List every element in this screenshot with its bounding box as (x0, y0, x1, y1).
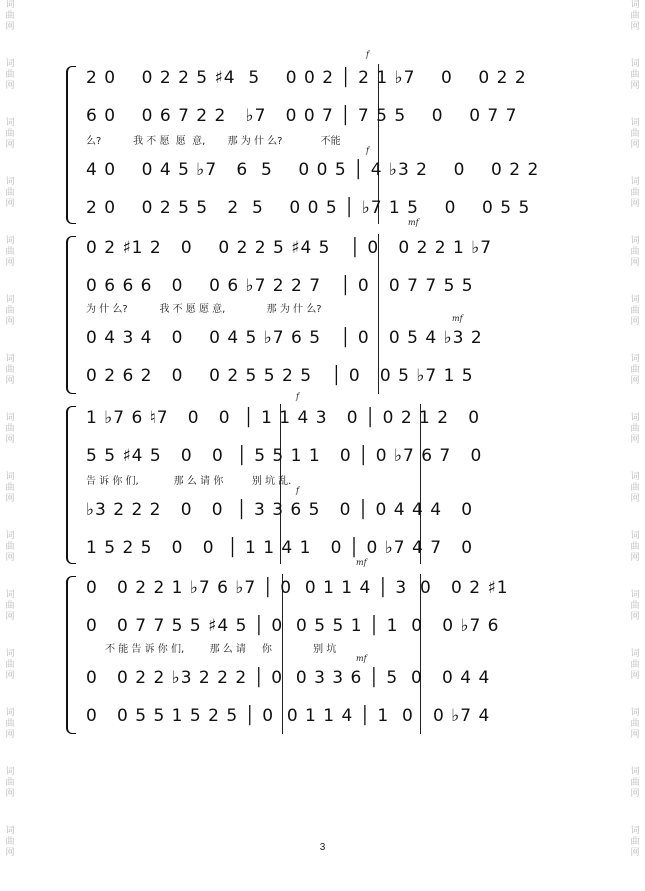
watermark-char: 网 (5, 199, 15, 209)
dynamic-marking: mf (452, 314, 463, 323)
watermark-char: 曲 (630, 70, 640, 80)
voice-row-tenor: 4 0 0 4 5 ♭7 6 5 0 0 5 │ 4 ♭3 2 0 0 2 2 (86, 160, 540, 180)
lyrics-line: 么? 我 不 愿 愿 意, 那 为 什 么? 不能 (86, 136, 341, 147)
watermark-char: 词 (630, 413, 640, 423)
voice-row-bass: 0 2 6 2 0 0 2 5 5 2 5 │ 0 0 5 ♭7 1 5 (86, 366, 474, 386)
watermark-char: 曲 (630, 365, 640, 375)
voice-row-soprano: 0 0 2 2 1 ♭7 6 ♭7 │ 0 0 1 1 4 │ 3 0 0 2 ♯1 (86, 578, 509, 598)
watermark-char: 网 (630, 199, 640, 209)
watermark-char: 曲 (5, 70, 15, 80)
watermark-char: 曲 (630, 660, 640, 670)
voice-row-bass: 0 0 5 5 1 5 2 5 │ 0 0 1 1 4 │ 1 0 0 ♭7 4 (86, 706, 491, 726)
watermark-gap (3, 92, 17, 118)
dynamic-marking: f (296, 486, 299, 495)
watermark-char: 词 (5, 177, 15, 187)
watermark-char: 网 (5, 553, 15, 563)
watermark-gap (628, 387, 642, 413)
watermark-char: 曲 (630, 483, 640, 493)
score-system-1 (70, 50, 570, 227)
watermark-char: 词 (630, 767, 640, 777)
watermark-char: 曲 (630, 601, 640, 611)
watermark-char: 词 (5, 0, 15, 10)
watermark-gap (3, 859, 17, 885)
watermark-gap (628, 564, 642, 590)
voice-row-tenor: 0 4 3 4 0 0 4 5 ♭7 6 5 │ 0 0 5 4 ♭3 2 (86, 328, 483, 348)
watermark-char: 词 (630, 708, 640, 718)
watermark-char: 词 (630, 118, 640, 128)
watermark-char: 曲 (5, 306, 15, 316)
watermark-char: 词 (630, 177, 640, 187)
watermark-char: 曲 (5, 424, 15, 434)
voice-row-bass: 2 0 0 2 5 5 2 5 0 0 5 │ ♭7 1 5 0 0 5 5 (86, 198, 531, 218)
watermark-char: 曲 (630, 11, 640, 21)
watermark-char: 曲 (630, 778, 640, 788)
lyrics-line: 不 能 告 诉 你 们, 那 么 请 你 别 坑 (86, 644, 337, 655)
watermark-gap (3, 269, 17, 295)
watermark-char: 词 (5, 354, 15, 364)
system-brace (66, 236, 76, 394)
watermark-char: 网 (5, 435, 15, 445)
watermark-char: 词 (5, 236, 15, 246)
watermark-char: 词 (630, 590, 640, 600)
watermark-gap (3, 387, 17, 413)
watermark-gap (628, 859, 642, 885)
watermark-char: 曲 (5, 719, 15, 729)
watermark-char: 曲 (5, 778, 15, 788)
watermark-gap (3, 623, 17, 649)
voice-row-soprano: 1 ♭7 6 ♮7 0 0 │ 1 1 4 3 0 │ 0 2 1 2 0 (86, 408, 481, 428)
watermark-char: 网 (5, 494, 15, 504)
watermark-char: 词 (630, 295, 640, 305)
watermark-gap (3, 682, 17, 708)
watermark-char: 曲 (630, 129, 640, 139)
watermark-char: 网 (5, 848, 15, 858)
watermark-char: 网 (630, 730, 640, 740)
watermark-char: 网 (630, 140, 640, 150)
watermark-gap (3, 564, 17, 590)
watermark-gap (3, 505, 17, 531)
watermark-char: 词 (5, 413, 15, 423)
voice-row-alto: 6 0 0 6 7 2 2 ♭7 0 0 7 │ 7 5 5 0 0 7 7 (86, 106, 518, 126)
watermark-char: 词 (630, 59, 640, 69)
watermark-char: 曲 (5, 542, 15, 552)
watermark-char: 曲 (5, 365, 15, 375)
watermark-char: 网 (5, 671, 15, 681)
watermark-gap (628, 33, 642, 59)
watermark-char: 曲 (630, 188, 640, 198)
system-brace (66, 406, 76, 564)
dynamic-marking: f (366, 50, 369, 59)
dynamic-marking: mf (356, 654, 367, 663)
watermark-char: 曲 (5, 837, 15, 847)
watermark-char: 网 (5, 317, 15, 327)
dynamic-marking: f (296, 392, 299, 401)
watermark-gap (628, 328, 642, 354)
watermark-char: 词 (5, 708, 15, 718)
watermark-char: 词 (5, 767, 15, 777)
watermark-char: 网 (5, 140, 15, 150)
score-system-4 (70, 572, 570, 737)
watermark-char: 词 (630, 354, 640, 364)
watermark-char: 网 (630, 81, 640, 91)
watermark-char: 网 (630, 789, 640, 799)
watermark-char: 网 (630, 22, 640, 32)
lyrics-line: 告 诉 你 们, 那 么 请 你 别 坑 乱. (86, 476, 292, 487)
watermark-left (3, 0, 17, 891)
watermark-char: 词 (630, 236, 640, 246)
watermark-gap (628, 269, 642, 295)
watermark-char: 网 (630, 376, 640, 386)
watermark-gap (3, 328, 17, 354)
watermark-gap (628, 800, 642, 826)
watermark-char: 网 (5, 730, 15, 740)
watermark-char: 词 (5, 295, 15, 305)
watermark-char: 网 (5, 376, 15, 386)
system-brace (66, 66, 76, 224)
watermark-gap (628, 623, 642, 649)
watermark-char: 曲 (5, 247, 15, 257)
watermark-gap (3, 210, 17, 236)
watermark-char: 词 (5, 649, 15, 659)
watermark-gap (3, 33, 17, 59)
watermark-gap (628, 210, 642, 236)
voice-row-tenor: 0 0 2 2 ♭3 2 2 2 │ 0 0 3 3 6 │ 5 0 0 4 4 (86, 668, 491, 688)
watermark-char: 曲 (630, 542, 640, 552)
page-number: 3 (319, 842, 326, 853)
watermark-char: 网 (5, 612, 15, 622)
score-system-2 (70, 232, 570, 397)
watermark-gap (3, 151, 17, 177)
watermark-char: 词 (5, 59, 15, 69)
watermark-char: 词 (630, 472, 640, 482)
watermark-char: 曲 (5, 660, 15, 670)
dynamic-marking: mf (356, 558, 367, 567)
watermark-char: 曲 (630, 837, 640, 847)
watermark-char: 曲 (630, 719, 640, 729)
watermark-gap (628, 741, 642, 767)
watermark-gap (3, 446, 17, 472)
watermark-char: 网 (630, 317, 640, 327)
watermark-char: 网 (5, 789, 15, 799)
watermark-char: 曲 (630, 306, 640, 316)
watermark-char: 网 (630, 612, 640, 622)
watermark-gap (3, 800, 17, 826)
watermark-char: 词 (630, 531, 640, 541)
dynamic-marking: mf (408, 218, 419, 227)
watermark-char: 词 (630, 826, 640, 836)
watermark-char: 曲 (5, 188, 15, 198)
watermark-char: 网 (5, 258, 15, 268)
watermark-char: 曲 (630, 247, 640, 257)
watermark-char: 曲 (630, 424, 640, 434)
voice-row-alto: 0 0 7 7 5 5 ♯4 5 │ 0 0 5 5 1 │ 1 0 0 ♭7 6 (86, 616, 500, 636)
score-system-3 (70, 392, 570, 567)
watermark-char: 网 (5, 22, 15, 32)
watermark-gap (628, 682, 642, 708)
watermark-char: 词 (5, 826, 15, 836)
voice-row-soprano: 0 2 ♯1 2 0 0 2 2 5 ♯4 5 │ 0 0 2 2 1 ♭7 (86, 238, 493, 258)
watermark-char: 词 (5, 118, 15, 128)
watermark-gap (628, 505, 642, 531)
watermark-gap (3, 741, 17, 767)
watermark-char: 网 (630, 494, 640, 504)
voice-row-alto: 5 5 ♯4 5 0 0 │ 5 5 1 1 0 │ 0 ♭7 6 7 0 (86, 446, 483, 466)
watermark-char: 网 (630, 258, 640, 268)
watermark-char: 网 (630, 671, 640, 681)
watermark-right (628, 0, 642, 891)
watermark-gap (628, 92, 642, 118)
watermark-char: 曲 (5, 601, 15, 611)
dynamic-marking: f (366, 146, 369, 155)
voice-row-tenor: ♭3 2 2 2 0 0 │ 3 3 6 5 0 │ 0 4 4 4 0 (86, 500, 474, 520)
watermark-char: 词 (630, 649, 640, 659)
watermark-char: 词 (5, 531, 15, 541)
system-brace (66, 576, 76, 734)
watermark-char: 词 (630, 0, 640, 10)
watermark-char: 曲 (5, 483, 15, 493)
voice-row-alto: 0 6 6 6 0 0 6 ♭7 2 2 7 │ 0 0 7 7 5 5 (86, 276, 474, 296)
watermark-char: 词 (5, 472, 15, 482)
watermark-char: 网 (5, 81, 15, 91)
watermark-char: 网 (630, 435, 640, 445)
watermark-char: 网 (630, 553, 640, 563)
watermark-char: 词 (5, 590, 15, 600)
voice-row-soprano: 2 0 0 2 2 5 ♯4 5 0 0 2 │ 2 1 ♭7 0 0 2 2 (86, 68, 527, 88)
watermark-gap (628, 446, 642, 472)
lyrics-line: 为 什 么? 我 不 愿 愿 意, 那 为 什 么? (86, 304, 322, 315)
watermark-char: 曲 (5, 129, 15, 139)
voice-row-bass: 1 5 2 5 0 0 │ 1 1 4 1 0 │ 0 ♭7 4 7 0 (86, 538, 474, 558)
watermark-char: 曲 (5, 11, 15, 21)
watermark-gap (628, 151, 642, 177)
watermark-char: 网 (630, 848, 640, 858)
